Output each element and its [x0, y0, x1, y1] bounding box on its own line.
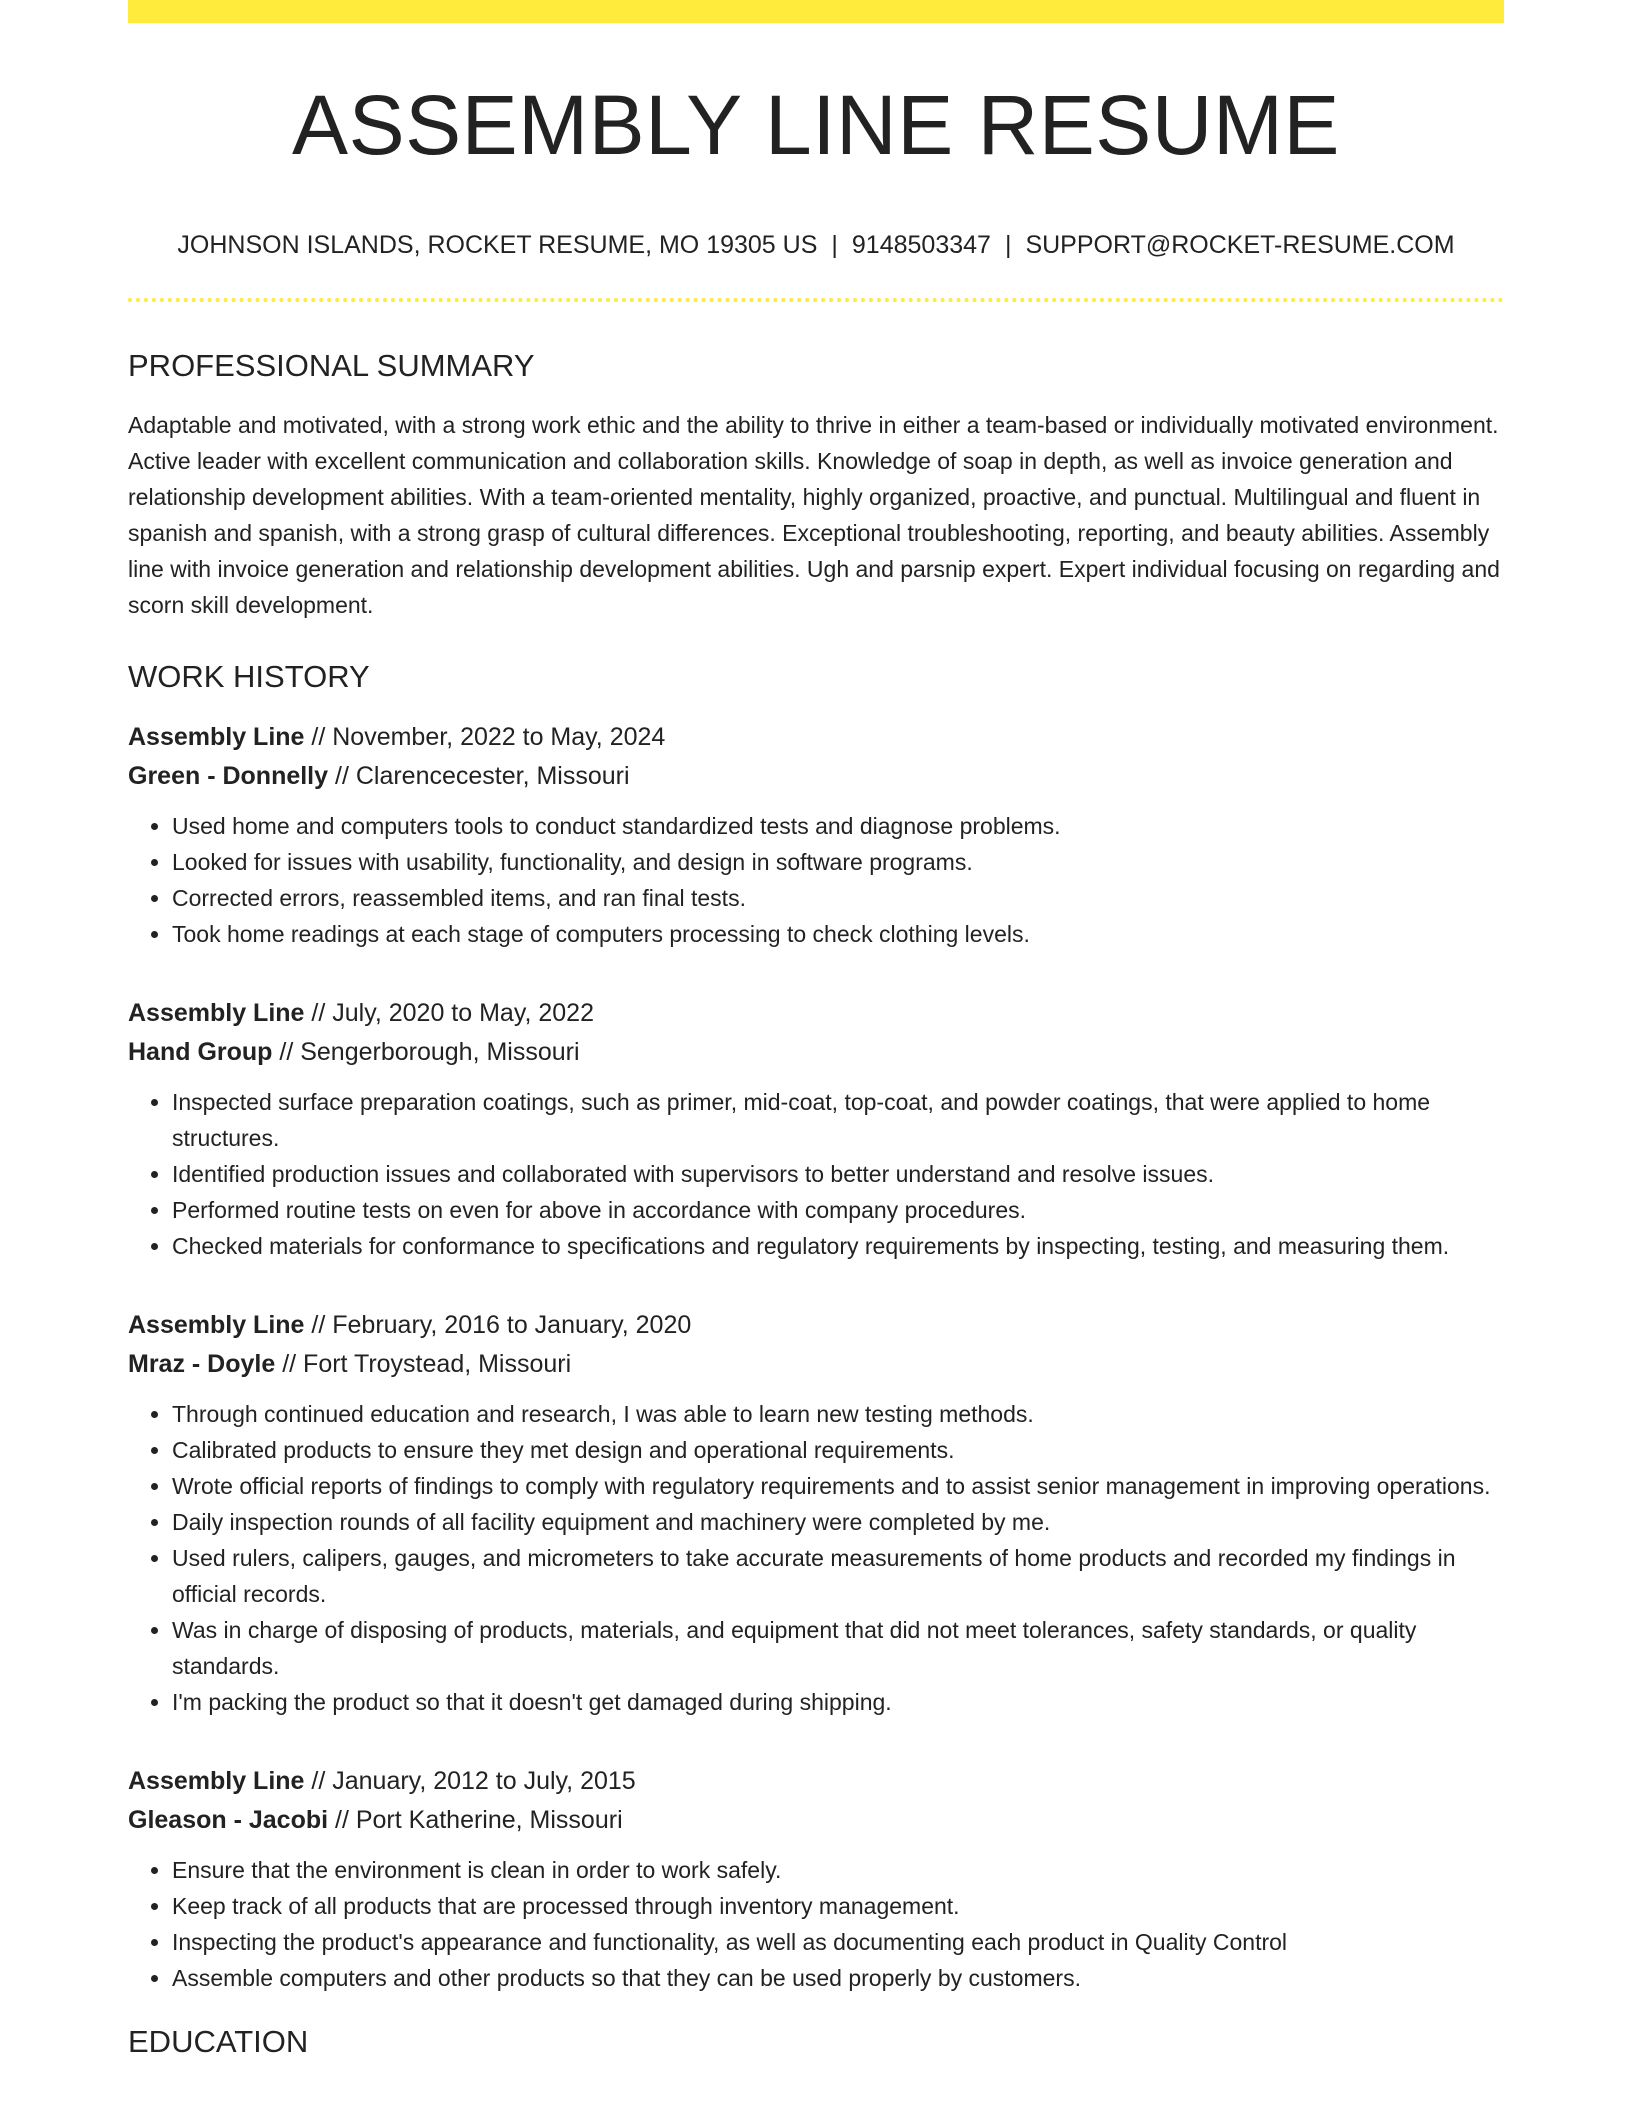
- job-title: Assembly Line: [128, 723, 305, 751]
- job-bullet: • Identified production issues and collaborated with supervisors to better understand and resolve issues.: [172, 1156, 1504, 1192]
- job-bullet: • Assemble computers and other products so that they can be used properly by customers.: [172, 1960, 1504, 1996]
- job-bullet: • Performed routine tests on even for above in accordance with company procedures.: [172, 1192, 1504, 1228]
- contact-address: JOHNSON ISLANDS, ROCKET RESUME, MO 19305 US: [177, 231, 818, 259]
- job-bullet: • Through continued education and research, I was able to learn new testing methods.: [172, 1396, 1504, 1432]
- job-bullet-list: [128, 1396, 1504, 1720]
- contact-email: SUPPORT@ROCKET-RESUME.COM: [1025, 231, 1455, 259]
- job-bullet: • Inspecting the product's appearance and functionality, as well as documenting each product in Quality Control: [172, 1924, 1504, 1960]
- resume-title: ASSEMBLY LINE RESUME: [292, 78, 1340, 172]
- job-dates: // January, 2012 to July, 2015: [304, 1767, 636, 1795]
- job-title-line: [128, 1306, 1504, 1345]
- summary-heading: PROFESSIONAL SUMMARY: [128, 348, 535, 383]
- job-bullet: • Inspected surface preparation coatings, such as primer, mid-coat, top-coat, and powder coatings, that were applied to home structures.: [172, 1084, 1504, 1156]
- job-dates: // July, 2020 to May, 2022: [304, 999, 594, 1027]
- job-location: // Clarencecester, Missouri: [328, 762, 630, 790]
- contact-separator: |: [831, 231, 838, 259]
- job-bullet: • Daily inspection rounds of all facility equipment and machinery were completed by me.: [172, 1504, 1504, 1540]
- job-company-line: [128, 1033, 1504, 1072]
- job-entry: [128, 1306, 1504, 1720]
- job-title: Assembly Line: [128, 999, 305, 1027]
- job-bullet: • Ensure that the environment is clean in order to work safely.: [172, 1852, 1504, 1888]
- job-bullet-list: [128, 1084, 1504, 1264]
- contact-separator: |: [1004, 231, 1012, 259]
- job-entry: [128, 1762, 1504, 1996]
- job-bullet: • Calibrated products to ensure they met design and operational requirements.: [172, 1432, 1504, 1468]
- job-company: Green - Donnelly: [128, 762, 329, 790]
- job-bullet-list: [128, 808, 1504, 952]
- job-title: Assembly Line: [128, 1311, 305, 1339]
- job-company: Gleason - Jacobi: [128, 1806, 329, 1834]
- job-location: // Fort Troystead, Missouri: [275, 1350, 572, 1378]
- contact-line: [128, 233, 1504, 258]
- job-title-line: [128, 994, 1504, 1033]
- job-bullet: • Used home and computers tools to conduct standardized tests and diagnose problems.: [172, 808, 1504, 844]
- job-bullet: • Was in charge of disposing of products, materials, and equipment that did not meet tolerances, safety standards, or quality standards.: [172, 1612, 1504, 1684]
- job-entry: [128, 718, 1504, 952]
- job-bullet: • I'm packing the product so that it doesn't get damaged during shipping.: [172, 1684, 1504, 1720]
- job-company: Hand Group: [128, 1038, 273, 1066]
- job-bullet: • Wrote official reports of findings to comply with regulatory requirements and to assist senior management in improving operations.: [172, 1468, 1504, 1504]
- summary-text: Adaptable and motivated, with a strong work ethic and the ability to thrive in either a team-based or individually motivated environment. Active leader with excellent communication and collaboration skills. Knowledge of soap in depth, as well as invoice generation and relationship development abilities. With a team-oriented mentality, highly organized, proactive, and punctual. Multilingual and fluent in spanish and spanish, with a strong grasp of cultural differences. Exceptional troubleshooting, reporting, and beauty abilities. Assembly line with invoice generation and relationship development abilities. Ugh and parsnip expert. Expert individual focusing on regarding and scorn skill development.: [128, 412, 1500, 618]
- work-history-heading: WORK HISTORY: [128, 659, 370, 694]
- job-dates: // November, 2022 to May, 2024: [304, 723, 666, 751]
- job-bullet: • Used rulers, calipers, gauges, and micrometers to take accurate measurements of home products and recorded my findings in official records.: [172, 1540, 1504, 1612]
- job-company-line: [128, 1345, 1504, 1384]
- job-company: Mraz - Doyle: [128, 1350, 276, 1378]
- education-heading: EDUCATION: [128, 2024, 309, 2059]
- job-title-line: [128, 1762, 1504, 1801]
- job-bullet: • Looked for issues with usability, functionality, and design in software programs.: [172, 844, 1504, 880]
- job-bullet: • Checked materials for conformance to specifications and regulatory requirements by inspecting, testing, and measuring them.: [172, 1228, 1504, 1264]
- job-bullet: • Keep track of all products that are processed through inventory management.: [172, 1888, 1504, 1924]
- job-title: Assembly Line: [128, 1767, 305, 1795]
- contact-phone: 9148503347: [851, 231, 991, 259]
- dotted-divider: [128, 298, 1504, 302]
- job-bullet: • Took home readings at each stage of computers processing to check clothing levels.: [172, 916, 1504, 952]
- resume-page: [128, 0, 1504, 2057]
- job-location: // Port Katherine, Missouri: [328, 1806, 623, 1834]
- job-company-line: [128, 1801, 1504, 1840]
- job-entry: [128, 994, 1504, 1264]
- accent-top-bar: [128, 0, 1504, 23]
- job-location: // Sengerborough, Missouri: [272, 1038, 580, 1066]
- job-bullet-list: [128, 1852, 1504, 1996]
- job-title-line: [128, 718, 1504, 757]
- job-bullet: • Corrected errors, reassembled items, and ran final tests.: [172, 880, 1504, 916]
- job-company-line: [128, 757, 1504, 796]
- job-dates: // February, 2016 to January, 2020: [304, 1311, 692, 1339]
